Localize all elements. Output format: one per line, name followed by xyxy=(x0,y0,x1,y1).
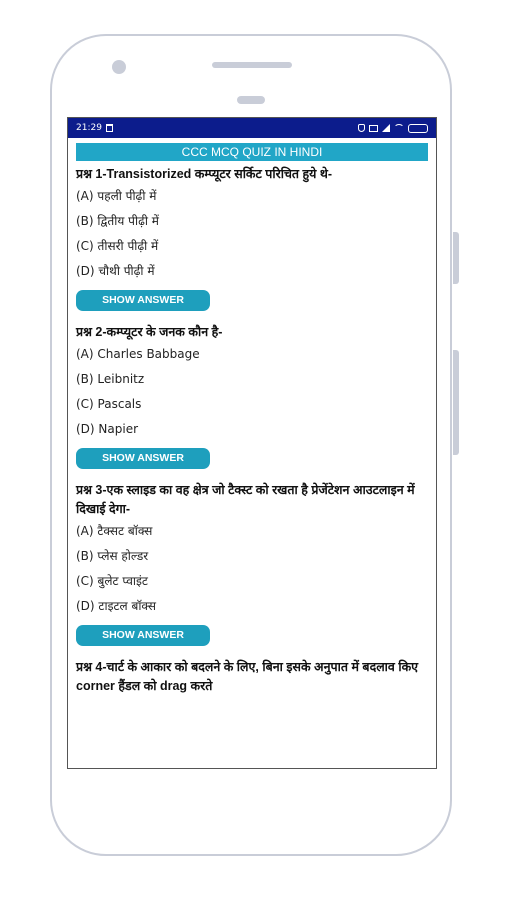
phone-screen xyxy=(67,117,437,769)
message-icon xyxy=(369,125,378,132)
question-3-option-d[interactable]: (D) टाइटल बॉक्स xyxy=(76,599,157,613)
question-4-text: प्रश्न 4-चार्ट के आकार को बदलने के लिए, बिना इसके अनुपात में बदलाव किए corner हैंडल को drag करते xyxy=(76,660,419,693)
show-answer-button-1[interactable]: SHOW ANSWER xyxy=(76,290,210,311)
quiz-list xyxy=(68,165,436,696)
volume-button xyxy=(453,232,459,284)
status-bar xyxy=(68,118,436,138)
question-2-text: प्रश्न 2-कम्प्यूटर के जनक कौन है- xyxy=(76,325,223,339)
proximity-sensor xyxy=(237,96,265,104)
question-1-text: प्रश्न 1-Transistorized कम्प्यूटर सर्किट परिचित हुये थे- xyxy=(76,167,333,181)
question-2-option-c[interactable]: (C) Pascals xyxy=(76,397,142,411)
power-button xyxy=(453,350,459,455)
question-2-option-b[interactable]: (B) Leibnitz xyxy=(76,372,145,386)
trash-icon xyxy=(106,124,113,132)
battery-icon xyxy=(408,124,428,133)
app-title: CCC MCQ QUIZ IN HINDI xyxy=(76,143,428,161)
question-2-option-d[interactable]: (D) Napier xyxy=(76,422,139,436)
front-camera xyxy=(112,60,126,74)
earpiece-speaker xyxy=(212,62,292,68)
show-answer-button-2[interactable]: SHOW ANSWER xyxy=(76,448,210,469)
question-1-option-d[interactable]: (D) चौथी पीढ़ी में xyxy=(76,264,155,278)
signal-icon xyxy=(382,124,390,132)
question-3-option-a[interactable]: (A) टैक्सट बॉक्स xyxy=(76,524,153,538)
question-3-option-c[interactable]: (C) बुलेट प्वाइंट xyxy=(76,574,148,588)
question-1-option-c[interactable]: (C) तीसरी पीढ़ी में xyxy=(76,239,159,253)
question-1-option-a[interactable]: (A) पहली पीढ़ी में xyxy=(76,189,157,203)
question-3-text: प्रश्न 3-एक स्लाइड का वह क्षेत्र जो टैक्स्ट को रखता है प्रेजेंटेशन आउटलाइन में दिखाई देगा- xyxy=(76,483,415,516)
show-answer-button-3[interactable]: SHOW ANSWER xyxy=(76,625,210,646)
question-1-option-b[interactable]: (B) द्वितीय पीढ़ी में xyxy=(76,214,159,228)
shield-icon xyxy=(358,124,365,132)
question-3-option-b[interactable]: (B) प्लेस होल्डर xyxy=(76,549,149,563)
status-time: 21:29 xyxy=(76,123,102,133)
wifi-icon xyxy=(394,124,404,132)
question-2-option-a[interactable]: (A) Charles Babbage xyxy=(76,347,200,361)
